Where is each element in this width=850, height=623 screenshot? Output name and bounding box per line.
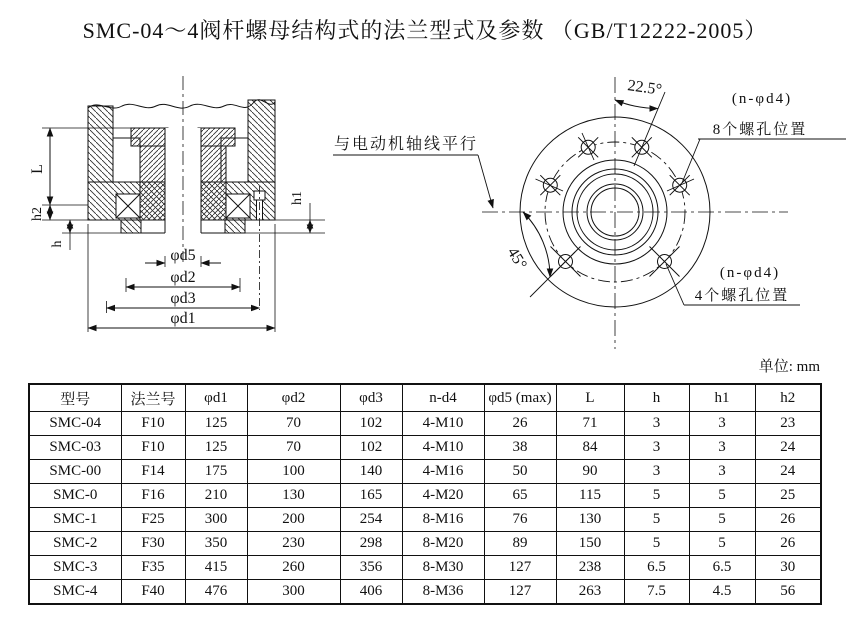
holes8-note: 8个螺孔位置 [712,122,808,138]
table-row [29,532,821,556]
table-cell: 298 [340,532,402,556]
table-cell: SMC-00 [29,460,121,484]
table-cell: 4-M10 [402,436,484,460]
table-cell: 70 [247,412,340,436]
table-cell: 23 [755,412,821,436]
table-cell: 254 [340,508,402,532]
table-cell: F25 [121,508,185,532]
table-cell: 130 [247,484,340,508]
table-cell: 3 [624,412,689,436]
column-header: L [556,384,624,412]
dim-label-d3: φd3 [170,290,196,307]
table-cell: 56 [755,580,821,605]
dim-label-d1: φd1 [170,310,196,327]
table-cell: SMC-2 [29,532,121,556]
table-cell: 100 [247,460,340,484]
table-cell: 406 [340,580,402,605]
table-cell: 26 [755,532,821,556]
table-row [29,580,821,605]
table-cell: 70 [247,436,340,460]
table-cell: 476 [185,580,247,605]
table-cell: 300 [247,580,340,605]
page-title: SMC-04～4阀杆螺母结构式的法兰型式及参数 （GB/T12222-2005） [82,18,768,43]
table-cell: 50 [484,460,556,484]
table-cell: 5 [624,484,689,508]
table-header-row [29,384,821,412]
table-cell: 4-M10 [402,412,484,436]
table-cell: 26 [484,412,556,436]
table-cell: 8-M30 [402,556,484,580]
column-header: h2 [755,384,821,412]
flange-top-drawing [330,65,850,355]
table-cell: 150 [556,532,624,556]
holes4-note: 4个螺孔位置 [694,288,790,304]
table-cell: 65 [484,484,556,508]
unit-note: 单位: mm [758,359,820,375]
table-cell: F35 [121,556,185,580]
column-header: n-d4 [402,384,484,412]
column-header: φd5 (max) [484,384,556,412]
table-cell: SMC-04 [29,412,121,436]
dim-label-h: h [50,240,65,248]
table-cell: 90 [556,460,624,484]
table-cell: 140 [340,460,402,484]
table-cell: 5 [624,532,689,556]
table-cell: 3 [689,436,755,460]
table-cell: F30 [121,532,185,556]
table-cell: 125 [185,412,247,436]
table-cell: 8-M16 [402,508,484,532]
table-cell: 200 [247,508,340,532]
table-cell: SMC-0 [29,484,121,508]
table-cell: 127 [484,580,556,605]
table-row [29,412,821,436]
table-cell: 175 [185,460,247,484]
axis-parallel-note: 与电动机轴线平行 [334,136,479,153]
table-row [29,556,821,580]
table-cell: 3 [624,460,689,484]
table-row [29,460,821,484]
angle-22-5-label: 22.5° [626,77,663,99]
table-cell: 238 [556,556,624,580]
table-cell: 6.5 [624,556,689,580]
table-cell: 260 [247,556,340,580]
table-cell: 89 [484,532,556,556]
table-cell: SMC-1 [29,508,121,532]
table-cell: F14 [121,460,185,484]
column-header: φd1 [185,384,247,412]
table-cell: 30 [755,556,821,580]
column-header: 法兰号 [121,384,185,412]
table-cell: 4-M20 [402,484,484,508]
table-cell: 115 [556,484,624,508]
table-cell: 24 [755,460,821,484]
table-cell: 263 [556,580,624,605]
table-cell: 84 [556,436,624,460]
dim-label-L: L [29,164,46,174]
table-row [29,484,821,508]
table-cell: 8-M20 [402,532,484,556]
table-cell: 5 [689,532,755,556]
dim-label-d5: φd5 [170,247,196,264]
column-header: 型号 [29,384,121,412]
table-cell: 26 [755,508,821,532]
table-cell: F40 [121,580,185,605]
holes4-paren-label: (n-φd4) [719,265,781,281]
table-cell: 102 [340,436,402,460]
table-cell: F10 [121,436,185,460]
table-cell: 127 [484,556,556,580]
table-cell: 7.5 [624,580,689,605]
column-header: φd3 [340,384,402,412]
table-cell: 5 [689,484,755,508]
dim-label-h1: h1 [290,191,305,205]
table-cell: 165 [340,484,402,508]
table-cell: 71 [556,412,624,436]
table-cell: SMC-4 [29,580,121,605]
break-line [88,100,275,108]
table-cell: 3 [689,460,755,484]
table-cell: 230 [247,532,340,556]
table-cell: 4.5 [689,580,755,605]
table-cell: 5 [689,508,755,532]
table-cell: 415 [185,556,247,580]
table-cell: 210 [185,484,247,508]
center-lines [482,77,788,349]
table-row [29,436,821,460]
table-cell: F16 [121,484,185,508]
table-cell: 38 [484,436,556,460]
table-cell: 102 [340,412,402,436]
table-body [29,412,821,605]
table-cell: 300 [185,508,247,532]
table-cell: 3 [624,436,689,460]
table-cell: 4-M16 [402,460,484,484]
dim-label-d2: φd2 [170,269,196,286]
table-cell: 6.5 [689,556,755,580]
angle-22-5-arc [615,100,658,109]
table-cell: 76 [484,508,556,532]
table-cell: 130 [556,508,624,532]
table-cell: 24 [755,436,821,460]
table-cell: 125 [185,436,247,460]
angle-45-label: 45° [503,244,530,273]
table-cell: 356 [340,556,402,580]
flange-section-drawing [18,70,338,355]
column-header: h1 [689,384,755,412]
table-cell: SMC-03 [29,436,121,460]
table-cell: 3 [689,412,755,436]
table-cell: 350 [185,532,247,556]
table-row [29,508,821,532]
table-cell: 8-M36 [402,580,484,605]
column-header: φd2 [247,384,340,412]
column-header: h [624,384,689,412]
table-cell: SMC-3 [29,556,121,580]
table-cell: 5 [624,508,689,532]
flange-table [28,383,822,605]
holes8-paren-label: (n-φd4) [731,91,793,107]
dim-label-h2: h2 [30,207,45,221]
table-cell: 25 [755,484,821,508]
table-cell: F10 [121,412,185,436]
